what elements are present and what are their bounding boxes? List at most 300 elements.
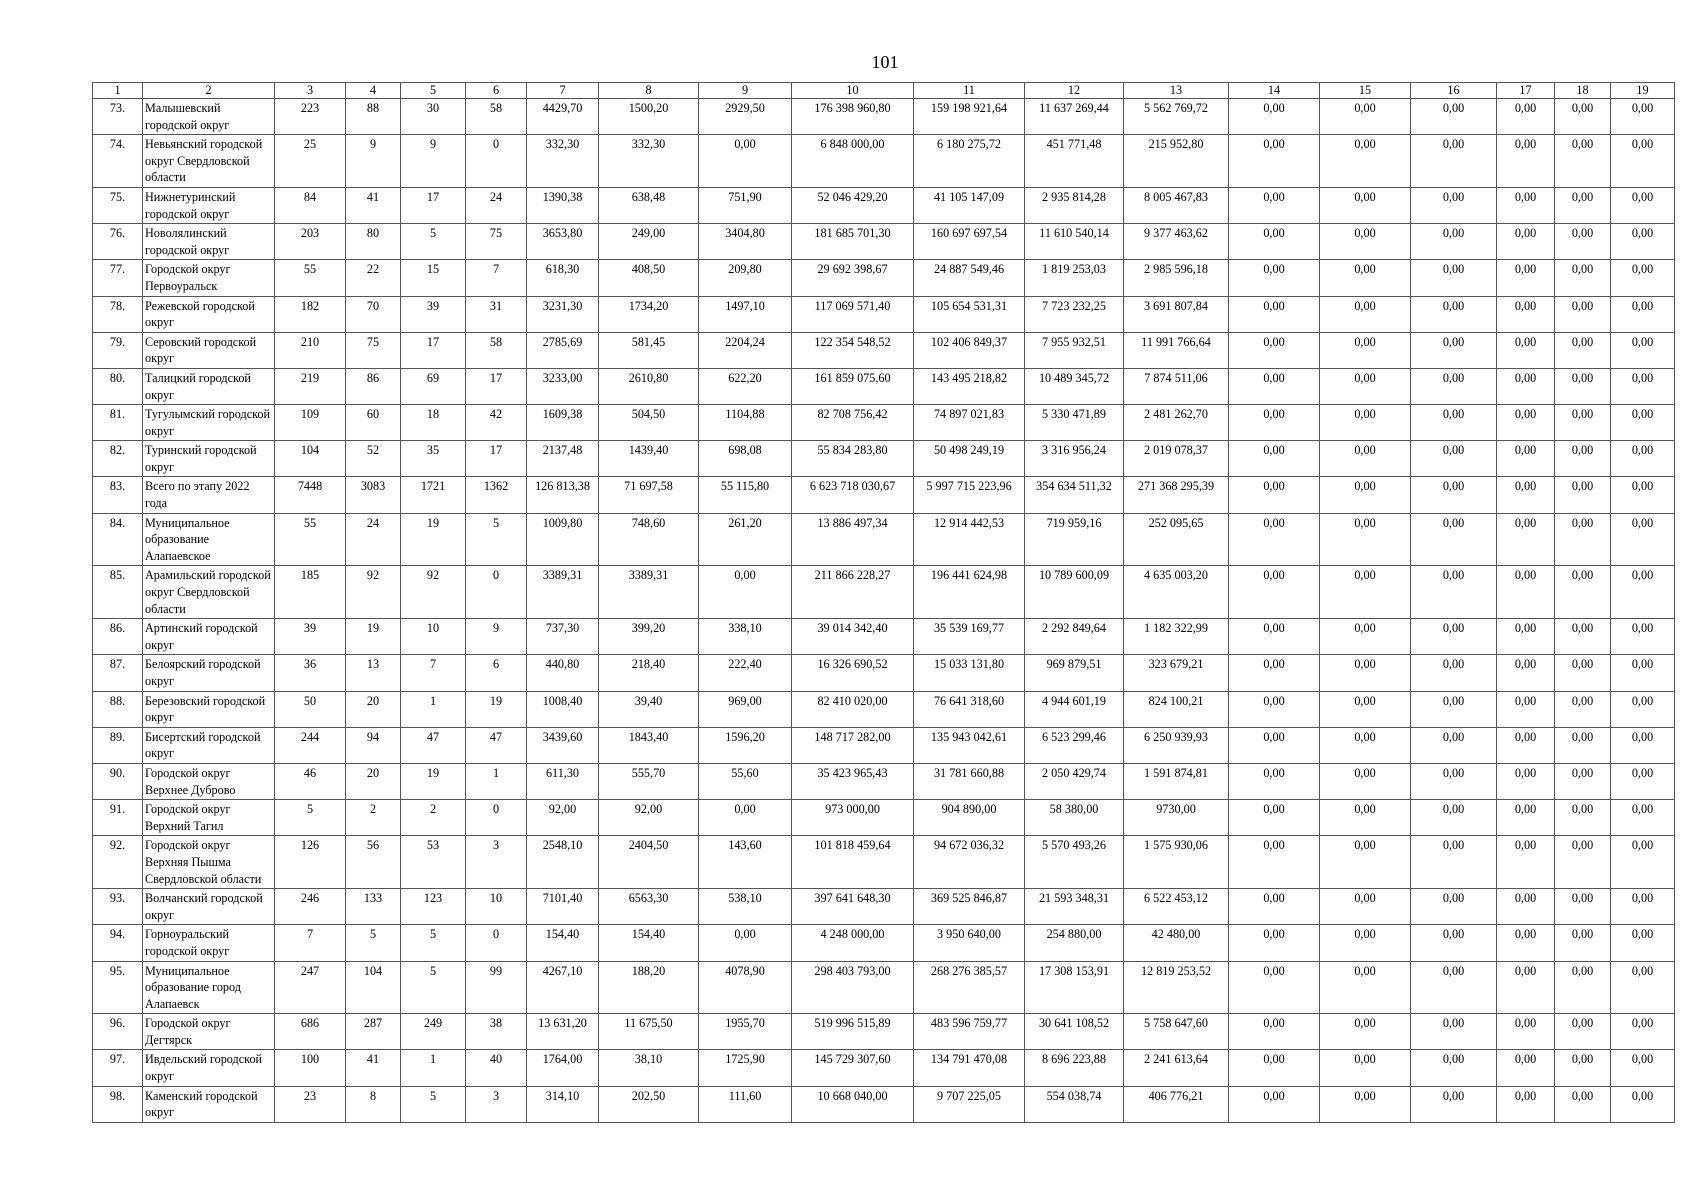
value-cell: 154,40 xyxy=(527,925,599,961)
value-cell: 0,00 xyxy=(1497,135,1555,188)
table-row xyxy=(93,655,1675,691)
value-cell: 5 330 471,89 xyxy=(1025,405,1124,441)
value-cell: 4 944 601,19 xyxy=(1025,691,1124,727)
value-cell: 0,00 xyxy=(1611,99,1675,135)
value-cell: 0,00 xyxy=(1555,441,1611,477)
value-cell: 0,00 xyxy=(1611,566,1675,619)
value-cell: 211 866 228,27 xyxy=(792,566,914,619)
value-cell: 50 498 249,19 xyxy=(914,441,1025,477)
value-cell: 3231,30 xyxy=(527,296,599,332)
value-cell: 17 xyxy=(466,441,527,477)
value-cell: 0,00 xyxy=(1320,224,1411,260)
value-cell: 0,00 xyxy=(1497,405,1555,441)
value-cell: 15 033 131,80 xyxy=(914,655,1025,691)
value-cell: 0,00 xyxy=(1229,655,1320,691)
value-cell: 0,00 xyxy=(1611,889,1675,925)
value-cell: 9730,00 xyxy=(1124,800,1229,836)
value-cell: 6 250 939,93 xyxy=(1124,727,1229,763)
value-cell: 622,20 xyxy=(699,368,792,404)
value-cell: 0,00 xyxy=(1411,1014,1497,1050)
value-cell: 686 xyxy=(275,1014,346,1050)
value-cell: 0,00 xyxy=(1411,1050,1497,1086)
municipality-name-cell: Новолялинский городской округ xyxy=(143,224,275,260)
value-cell: 0,00 xyxy=(1320,1014,1411,1050)
row-number-cell: 88. xyxy=(93,691,143,727)
value-cell: 354 634 511,32 xyxy=(1025,477,1124,513)
value-cell: 0,00 xyxy=(1555,260,1611,296)
value-cell: 5 xyxy=(401,1086,466,1122)
table-row xyxy=(93,99,1675,135)
value-cell: 6 848 000,00 xyxy=(792,135,914,188)
value-cell: 0,00 xyxy=(1555,368,1611,404)
value-cell: 0,00 xyxy=(1611,727,1675,763)
value-cell: 1 575 930,06 xyxy=(1124,836,1229,889)
value-cell: 2 481 262,70 xyxy=(1124,405,1229,441)
value-cell: 0,00 xyxy=(1497,260,1555,296)
value-cell: 75 xyxy=(466,224,527,260)
value-cell: 0,00 xyxy=(1411,135,1497,188)
value-cell: 244 xyxy=(275,727,346,763)
value-cell: 9 xyxy=(401,135,466,188)
value-cell: 0,00 xyxy=(1229,368,1320,404)
value-cell: 2 292 849,64 xyxy=(1025,619,1124,655)
value-cell: 0,00 xyxy=(1555,99,1611,135)
value-cell: 0,00 xyxy=(1320,889,1411,925)
value-cell: 9 xyxy=(466,619,527,655)
value-cell: 123 xyxy=(401,889,466,925)
table-row xyxy=(93,566,1675,619)
value-cell: 0,00 xyxy=(1229,1086,1320,1122)
table-row xyxy=(93,836,1675,889)
value-cell: 332,30 xyxy=(599,135,699,188)
value-cell: 5 xyxy=(401,961,466,1014)
value-cell: 24 887 549,46 xyxy=(914,260,1025,296)
value-cell: 1 xyxy=(466,763,527,799)
row-number-cell: 97. xyxy=(93,1050,143,1086)
value-cell: 3 691 807,84 xyxy=(1124,296,1229,332)
value-cell: 0,00 xyxy=(1611,135,1675,188)
value-cell: 1955,70 xyxy=(699,1014,792,1050)
value-cell: 0,00 xyxy=(1320,332,1411,368)
value-cell: 7 xyxy=(466,260,527,296)
value-cell: 0,00 xyxy=(1611,187,1675,223)
value-cell: 17 xyxy=(401,332,466,368)
row-number-cell: 89. xyxy=(93,727,143,763)
value-cell: 0,00 xyxy=(1497,925,1555,961)
table-row xyxy=(93,1014,1675,1050)
value-cell: 0,00 xyxy=(1320,619,1411,655)
value-cell: 2929,50 xyxy=(699,99,792,135)
value-cell: 0,00 xyxy=(1320,135,1411,188)
column-number: 13 xyxy=(1124,83,1229,99)
value-cell: 4 248 000,00 xyxy=(792,925,914,961)
value-cell: 0,00 xyxy=(1320,925,1411,961)
value-cell: 0,00 xyxy=(1611,619,1675,655)
value-cell: 483 596 759,77 xyxy=(914,1014,1025,1050)
row-number-cell: 90. xyxy=(93,763,143,799)
table-row xyxy=(93,691,1675,727)
value-cell: 0,00 xyxy=(1611,224,1675,260)
value-cell: 5 xyxy=(401,925,466,961)
value-cell: 5 xyxy=(275,800,346,836)
value-cell: 0,00 xyxy=(1555,961,1611,1014)
column-number: 9 xyxy=(699,83,792,99)
value-cell: 15 xyxy=(401,260,466,296)
value-cell: 12 914 442,53 xyxy=(914,513,1025,566)
value-cell: 6 180 275,72 xyxy=(914,135,1025,188)
value-cell: 92 xyxy=(346,566,401,619)
row-number-cell: 84. xyxy=(93,513,143,566)
value-cell: 21 593 348,31 xyxy=(1025,889,1124,925)
value-cell: 0,00 xyxy=(1411,566,1497,619)
value-cell: 17 xyxy=(401,187,466,223)
value-cell: 160 697 697,54 xyxy=(914,224,1025,260)
value-cell: 8 xyxy=(346,1086,401,1122)
value-cell: 6 xyxy=(466,655,527,691)
value-cell: 2785,69 xyxy=(527,332,599,368)
value-cell: 748,60 xyxy=(599,513,699,566)
value-cell: 2 935 814,28 xyxy=(1025,187,1124,223)
value-cell: 4078,90 xyxy=(699,961,792,1014)
value-cell: 249 xyxy=(401,1014,466,1050)
value-cell: 0,00 xyxy=(1229,224,1320,260)
value-cell: 0,00 xyxy=(1411,619,1497,655)
value-cell: 0,00 xyxy=(1320,260,1411,296)
value-cell: 8 005 467,83 xyxy=(1124,187,1229,223)
value-cell: 0,00 xyxy=(1411,727,1497,763)
value-cell: 1764,00 xyxy=(527,1050,599,1086)
value-cell: 504,50 xyxy=(599,405,699,441)
row-number-cell: 73. xyxy=(93,99,143,135)
value-cell: 0,00 xyxy=(1229,332,1320,368)
value-cell: 161 859 075,60 xyxy=(792,368,914,404)
value-cell: 1 182 322,99 xyxy=(1124,619,1229,655)
value-cell: 92,00 xyxy=(527,800,599,836)
value-cell: 719 959,16 xyxy=(1025,513,1124,566)
value-cell: 0,00 xyxy=(1555,1086,1611,1122)
value-cell: 0,00 xyxy=(1229,727,1320,763)
value-cell: 10 xyxy=(401,619,466,655)
value-cell: 973 000,00 xyxy=(792,800,914,836)
value-cell: 25 xyxy=(275,135,346,188)
value-cell: 7 xyxy=(275,925,346,961)
value-cell: 38,10 xyxy=(599,1050,699,1086)
value-cell: 0,00 xyxy=(1497,655,1555,691)
value-cell: 0,00 xyxy=(1497,332,1555,368)
value-cell: 0,00 xyxy=(1320,477,1411,513)
value-cell: 1362 xyxy=(466,477,527,513)
value-cell: 2 985 596,18 xyxy=(1124,260,1229,296)
value-cell: 39 xyxy=(401,296,466,332)
value-cell: 22 xyxy=(346,260,401,296)
value-cell: 5 758 647,60 xyxy=(1124,1014,1229,1050)
value-cell: 92 xyxy=(401,566,466,619)
value-cell: 3083 xyxy=(346,477,401,513)
value-cell: 82 410 020,00 xyxy=(792,691,914,727)
value-cell: 86 xyxy=(346,368,401,404)
value-cell: 2 xyxy=(346,800,401,836)
value-cell: 0,00 xyxy=(1611,961,1675,1014)
value-cell: 1721 xyxy=(401,477,466,513)
value-cell: 247 xyxy=(275,961,346,1014)
value-cell: 182 xyxy=(275,296,346,332)
value-cell: 0,00 xyxy=(699,135,792,188)
value-cell: 2 019 078,37 xyxy=(1124,441,1229,477)
value-cell: 737,30 xyxy=(527,619,599,655)
value-cell: 52 046 429,20 xyxy=(792,187,914,223)
value-cell: 0,00 xyxy=(1229,566,1320,619)
value-cell: 7101,40 xyxy=(527,889,599,925)
value-cell: 5 xyxy=(401,224,466,260)
value-cell: 2137,48 xyxy=(527,441,599,477)
value-cell: 0,00 xyxy=(1555,405,1611,441)
value-cell: 39 014 342,40 xyxy=(792,619,914,655)
value-cell: 3653,80 xyxy=(527,224,599,260)
row-number-cell: 79. xyxy=(93,332,143,368)
row-number-cell: 83. xyxy=(93,477,143,513)
value-cell: 52 xyxy=(346,441,401,477)
value-cell: 218,40 xyxy=(599,655,699,691)
value-cell: 1 xyxy=(401,1050,466,1086)
value-cell: 0,00 xyxy=(1497,1050,1555,1086)
value-cell: 60 xyxy=(346,405,401,441)
value-cell: 0,00 xyxy=(1411,925,1497,961)
value-cell: 323 679,21 xyxy=(1124,655,1229,691)
value-cell: 11 610 540,14 xyxy=(1025,224,1124,260)
value-cell: 35 539 169,77 xyxy=(914,619,1025,655)
value-cell: 0,00 xyxy=(1497,99,1555,135)
value-cell: 1009,80 xyxy=(527,513,599,566)
value-cell: 2548,10 xyxy=(527,836,599,889)
municipality-name-cell: Муниципальное образование город Алапаевск xyxy=(143,961,275,1014)
row-number-cell: 75. xyxy=(93,187,143,223)
value-cell: 6 522 453,12 xyxy=(1124,889,1229,925)
value-cell: 0,00 xyxy=(1555,889,1611,925)
value-cell: 314,10 xyxy=(527,1086,599,1122)
table-body xyxy=(93,99,1675,1123)
value-cell: 0,00 xyxy=(1611,296,1675,332)
page-number: 101 xyxy=(871,52,899,72)
value-cell: 0,00 xyxy=(1411,655,1497,691)
column-number: 15 xyxy=(1320,83,1411,99)
table-row xyxy=(93,135,1675,188)
value-cell: 50 xyxy=(275,691,346,727)
value-cell: 0,00 xyxy=(1229,187,1320,223)
value-cell: 17 308 153,91 xyxy=(1025,961,1124,1014)
value-cell: 0,00 xyxy=(1497,296,1555,332)
value-cell: 154,40 xyxy=(599,925,699,961)
value-cell: 135 943 042,61 xyxy=(914,727,1025,763)
value-cell: 70 xyxy=(346,296,401,332)
value-cell: 0,00 xyxy=(1611,691,1675,727)
value-cell: 0,00 xyxy=(1497,763,1555,799)
value-cell: 0,00 xyxy=(1411,260,1497,296)
value-cell: 0,00 xyxy=(1411,961,1497,1014)
value-cell: 18 xyxy=(401,405,466,441)
value-cell: 397 641 648,30 xyxy=(792,889,914,925)
value-cell: 0,00 xyxy=(1411,368,1497,404)
table-row xyxy=(93,332,1675,368)
value-cell: 0,00 xyxy=(1411,477,1497,513)
column-number: 5 xyxy=(401,83,466,99)
value-cell: 0,00 xyxy=(1611,368,1675,404)
value-cell: 0,00 xyxy=(1555,691,1611,727)
value-cell: 7448 xyxy=(275,477,346,513)
value-cell: 0,00 xyxy=(699,566,792,619)
value-cell: 0,00 xyxy=(1611,836,1675,889)
value-cell: 0,00 xyxy=(1555,836,1611,889)
value-cell: 0 xyxy=(466,800,527,836)
municipality-name-cell: Волчанский городской округ xyxy=(143,889,275,925)
value-cell: 0,00 xyxy=(1497,441,1555,477)
column-number: 18 xyxy=(1555,83,1611,99)
value-cell: 252 095,65 xyxy=(1124,513,1229,566)
value-cell: 3 xyxy=(466,1086,527,1122)
value-cell: 1500,20 xyxy=(599,99,699,135)
value-cell: 261,20 xyxy=(699,513,792,566)
value-cell: 41 xyxy=(346,1050,401,1086)
value-cell: 0,00 xyxy=(1320,513,1411,566)
value-cell: 111,60 xyxy=(699,1086,792,1122)
value-cell: 47 xyxy=(401,727,466,763)
value-cell: 7 874 511,06 xyxy=(1124,368,1229,404)
column-number: 10 xyxy=(792,83,914,99)
value-cell: 406 776,21 xyxy=(1124,1086,1229,1122)
value-cell: 176 398 960,80 xyxy=(792,99,914,135)
value-cell: 0,00 xyxy=(1229,477,1320,513)
value-cell: 338,10 xyxy=(699,619,792,655)
row-number-cell: 80. xyxy=(93,368,143,404)
value-cell: 145 729 307,60 xyxy=(792,1050,914,1086)
value-cell: 143,60 xyxy=(699,836,792,889)
value-cell: 0,00 xyxy=(1497,961,1555,1014)
value-cell: 0,00 xyxy=(1555,763,1611,799)
value-cell: 126 813,38 xyxy=(527,477,599,513)
municipality-name-cell: Малышевский городской округ xyxy=(143,99,275,135)
value-cell: 0,00 xyxy=(1611,477,1675,513)
value-cell: 0,00 xyxy=(699,800,792,836)
value-cell: 0,00 xyxy=(1611,925,1675,961)
value-cell: 0,00 xyxy=(1229,800,1320,836)
value-cell: 42 480,00 xyxy=(1124,925,1229,961)
municipality-name-cell: Горноуральский городской округ xyxy=(143,925,275,961)
value-cell: 254 880,00 xyxy=(1025,925,1124,961)
table-row xyxy=(93,513,1675,566)
value-cell: 181 685 701,30 xyxy=(792,224,914,260)
value-cell: 42 xyxy=(466,405,527,441)
column-number: 14 xyxy=(1229,83,1320,99)
value-cell: 0,00 xyxy=(1497,1086,1555,1122)
value-cell: 0,00 xyxy=(1611,1014,1675,1050)
row-number-cell: 87. xyxy=(93,655,143,691)
municipality-name-cell: Городской округ Первоуральск xyxy=(143,260,275,296)
municipality-name-cell: Каменский городской округ xyxy=(143,1086,275,1122)
value-cell: 0,00 xyxy=(1229,441,1320,477)
value-cell: 246 xyxy=(275,889,346,925)
value-cell: 102 406 849,37 xyxy=(914,332,1025,368)
value-cell: 41 105 147,09 xyxy=(914,187,1025,223)
municipality-name-cell: Всего по этапу 2022 года xyxy=(143,477,275,513)
value-cell: 84 xyxy=(275,187,346,223)
value-cell: 223 xyxy=(275,99,346,135)
value-cell: 143 495 218,82 xyxy=(914,368,1025,404)
value-cell: 0,00 xyxy=(1411,691,1497,727)
value-cell: 23 xyxy=(275,1086,346,1122)
municipality-name-cell: Артинский городской округ xyxy=(143,619,275,655)
value-cell: 0,00 xyxy=(1411,441,1497,477)
value-cell: 46 xyxy=(275,763,346,799)
value-cell: 185 xyxy=(275,566,346,619)
value-cell: 30 xyxy=(401,99,466,135)
value-cell: 8 696 223,88 xyxy=(1025,1050,1124,1086)
value-cell: 203 xyxy=(275,224,346,260)
value-cell: 1439,40 xyxy=(599,441,699,477)
value-cell: 5 570 493,26 xyxy=(1025,836,1124,889)
row-number-cell: 92. xyxy=(93,836,143,889)
value-cell: 1725,90 xyxy=(699,1050,792,1086)
value-cell: 0,00 xyxy=(1320,1050,1411,1086)
value-cell: 100 xyxy=(275,1050,346,1086)
value-cell: 0,00 xyxy=(1229,135,1320,188)
value-cell: 1 819 253,03 xyxy=(1025,260,1124,296)
value-cell: 1609,38 xyxy=(527,405,599,441)
value-cell: 0,00 xyxy=(1229,836,1320,889)
value-cell: 1104,88 xyxy=(699,405,792,441)
value-cell: 0,00 xyxy=(1229,889,1320,925)
value-cell: 55 xyxy=(275,513,346,566)
value-cell: 0,00 xyxy=(1411,296,1497,332)
value-cell: 1 591 874,81 xyxy=(1124,763,1229,799)
row-number-cell: 98. xyxy=(93,1086,143,1122)
value-cell: 69 xyxy=(401,368,466,404)
value-cell: 58 xyxy=(466,332,527,368)
value-cell: 10 xyxy=(466,889,527,925)
row-number-cell: 95. xyxy=(93,961,143,1014)
table-row xyxy=(93,727,1675,763)
value-cell: 4429,70 xyxy=(527,99,599,135)
value-cell: 13 886 497,34 xyxy=(792,513,914,566)
value-cell: 1497,10 xyxy=(699,296,792,332)
value-cell: 4267,10 xyxy=(527,961,599,1014)
value-cell: 56 xyxy=(346,836,401,889)
value-cell: 0,00 xyxy=(1229,405,1320,441)
value-cell: 3 xyxy=(466,836,527,889)
value-cell: 1 xyxy=(401,691,466,727)
value-cell: 0,00 xyxy=(1411,332,1497,368)
municipality-name-cell: Ивдельский городской округ xyxy=(143,1050,275,1086)
value-cell: 0,00 xyxy=(1411,224,1497,260)
value-cell: 47 xyxy=(466,727,527,763)
value-cell: 2 050 429,74 xyxy=(1025,763,1124,799)
value-cell: 0,00 xyxy=(1555,513,1611,566)
table-row xyxy=(93,800,1675,836)
value-cell: 9 707 225,05 xyxy=(914,1086,1025,1122)
value-cell: 0,00 xyxy=(1229,961,1320,1014)
value-cell: 0,00 xyxy=(1611,405,1675,441)
value-cell: 0,00 xyxy=(1497,1014,1555,1050)
value-cell: 0,00 xyxy=(1411,99,1497,135)
value-cell: 0,00 xyxy=(1611,332,1675,368)
value-cell: 0,00 xyxy=(1497,513,1555,566)
value-cell: 0,00 xyxy=(1411,836,1497,889)
municipality-name-cell: Режевской городской округ xyxy=(143,296,275,332)
value-cell: 9 377 463,62 xyxy=(1124,224,1229,260)
value-cell: 0,00 xyxy=(1611,513,1675,566)
value-cell: 0,00 xyxy=(1497,619,1555,655)
value-cell: 0,00 xyxy=(1497,800,1555,836)
municipality-name-cell: Серовский городской округ xyxy=(143,332,275,368)
row-number-cell: 77. xyxy=(93,260,143,296)
